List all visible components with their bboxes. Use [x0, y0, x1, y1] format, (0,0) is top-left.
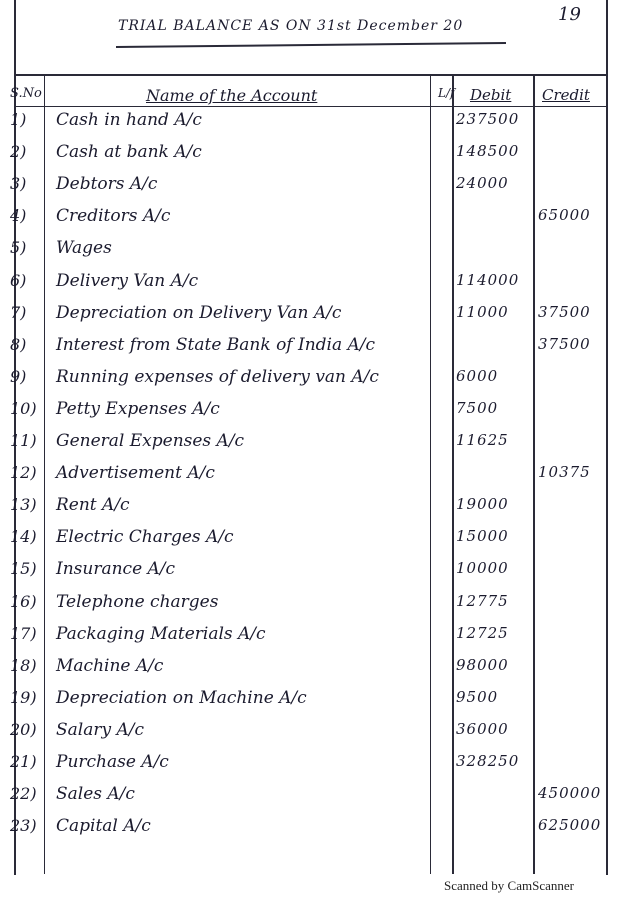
table-row: [0, 399, 638, 429]
row-account-name: Capital A/c: [56, 816, 151, 837]
row-sno: 5): [10, 238, 27, 258]
row-account-name: Depreciation on Machine A/c: [56, 687, 307, 708]
row-credit: 625000: [538, 816, 602, 835]
row-debit: 7500: [456, 398, 499, 417]
row-debit: 9500: [456, 687, 499, 706]
row-debit: 36000: [456, 719, 509, 738]
table-row: [0, 174, 638, 204]
row-sno: 11): [10, 431, 37, 450]
row-debit: 6000: [456, 366, 499, 385]
header-bottom-line: [14, 106, 608, 107]
header-debit: Debit: [470, 86, 512, 104]
row-debit: 15000: [456, 527, 509, 546]
row-account-name: Interest from State Bank of India A/c: [56, 334, 376, 355]
table-row: [0, 367, 638, 397]
row-sno: 10): [10, 398, 37, 418]
table-row: [0, 784, 638, 814]
row-debit: 19000: [456, 495, 509, 514]
row-debit: 11000: [456, 302, 509, 321]
table-row: [0, 656, 638, 686]
row-account-name: Insurance A/c: [56, 559, 176, 580]
row-sno: 21): [10, 752, 37, 771]
row-sno: 1): [10, 110, 27, 129]
row-account-name: Packaging Materials A/c: [56, 623, 266, 644]
header-sno: S.No: [10, 86, 42, 101]
row-sno: 7): [10, 302, 27, 322]
header-credit: Credit: [542, 86, 590, 104]
row-debit: 10000: [456, 559, 509, 578]
row-account-name: Creditors A/c: [56, 206, 171, 227]
row-debit: 148500: [456, 142, 520, 161]
table-row: [0, 335, 638, 365]
row-credit: 37500: [538, 334, 591, 353]
table-row: [0, 816, 638, 846]
table-row: [0, 752, 638, 782]
row-debit: 328250: [456, 752, 520, 770]
row-sno: 23): [10, 816, 37, 836]
row-account-name: Rent A/c: [56, 495, 130, 516]
header-lf: L/f: [438, 86, 455, 100]
row-account-name: Cash at bank A/c: [56, 142, 202, 163]
scanner-watermark: Scanned by CamScanner: [444, 878, 574, 893]
row-sno: 14): [10, 527, 37, 547]
row-sno: 8): [10, 334, 27, 354]
table-row: [0, 592, 638, 622]
row-credit: 65000: [538, 206, 591, 225]
row-sno: 17): [10, 623, 37, 643]
row-sno: 18): [10, 655, 37, 675]
table-row: [0, 142, 638, 172]
row-debit: 12775: [456, 591, 509, 610]
header-account-name: Name of the Account: [146, 86, 318, 105]
page-number: 19: [558, 4, 581, 25]
title-underline: [116, 42, 506, 48]
row-sno: 22): [10, 784, 37, 804]
row-account-name: General Expenses A/c: [56, 431, 245, 451]
row-credit: 450000: [538, 784, 602, 803]
row-sno: 16): [10, 591, 37, 611]
table-row: [0, 206, 638, 236]
row-account-name: Salary A/c: [56, 719, 145, 740]
header-top-line: [14, 74, 608, 76]
row-credit: 10375: [538, 463, 591, 482]
table-row: [0, 688, 638, 718]
row-debit: 237500: [456, 110, 520, 128]
row-sno: 19): [10, 687, 37, 707]
row-account-name: Machine A/c: [56, 655, 164, 676]
row-credit: 37500: [538, 302, 591, 321]
table-row: [0, 110, 638, 140]
row-account-name: Electric Charges A/c: [56, 527, 234, 548]
table-row: [0, 271, 638, 301]
table-row: [0, 431, 638, 461]
row-debit: 12725: [456, 623, 509, 642]
row-sno: 9): [10, 366, 27, 386]
row-debit: 24000: [456, 174, 509, 193]
row-debit: 98000: [456, 655, 509, 674]
page-title: TRIAL BALANCE AS ON 31st December 20: [118, 18, 464, 34]
row-sno: 15): [10, 559, 37, 579]
row-sno: 3): [10, 174, 27, 194]
row-debit: 114000: [456, 270, 520, 289]
row-account-name: Depreciation on Delivery Van A/c: [56, 302, 342, 323]
table-row: [0, 527, 638, 557]
row-account-name: Advertisement A/c: [56, 463, 215, 484]
row-account-name: Debtors A/c: [56, 174, 158, 195]
row-sno: 2): [10, 142, 27, 162]
row-sno: 6): [10, 270, 27, 290]
row-sno: 12): [10, 463, 37, 483]
table-row: [0, 495, 638, 525]
row-debit: 11625: [456, 431, 509, 449]
row-account-name: Running expenses of delivery van A/c: [56, 366, 379, 387]
table-row: [0, 720, 638, 750]
row-account-name: Sales A/c: [56, 784, 135, 805]
table-row: [0, 463, 638, 493]
row-account-name: Wages: [56, 238, 112, 259]
row-account-name: Delivery Van A/c: [56, 270, 199, 291]
table-row: [0, 624, 638, 654]
row-account-name: Petty Expenses A/c: [56, 398, 220, 419]
row-sno: 20): [10, 719, 37, 739]
table-row: [0, 238, 638, 268]
table-row: [0, 303, 638, 333]
table-row: [0, 559, 638, 589]
row-account-name: Purchase A/c: [56, 752, 169, 772]
row-account-name: Cash in hand A/c: [56, 110, 202, 130]
row-sno: 13): [10, 495, 37, 515]
row-account-name: Telephone charges: [56, 591, 219, 612]
row-sno: 4): [10, 206, 27, 226]
